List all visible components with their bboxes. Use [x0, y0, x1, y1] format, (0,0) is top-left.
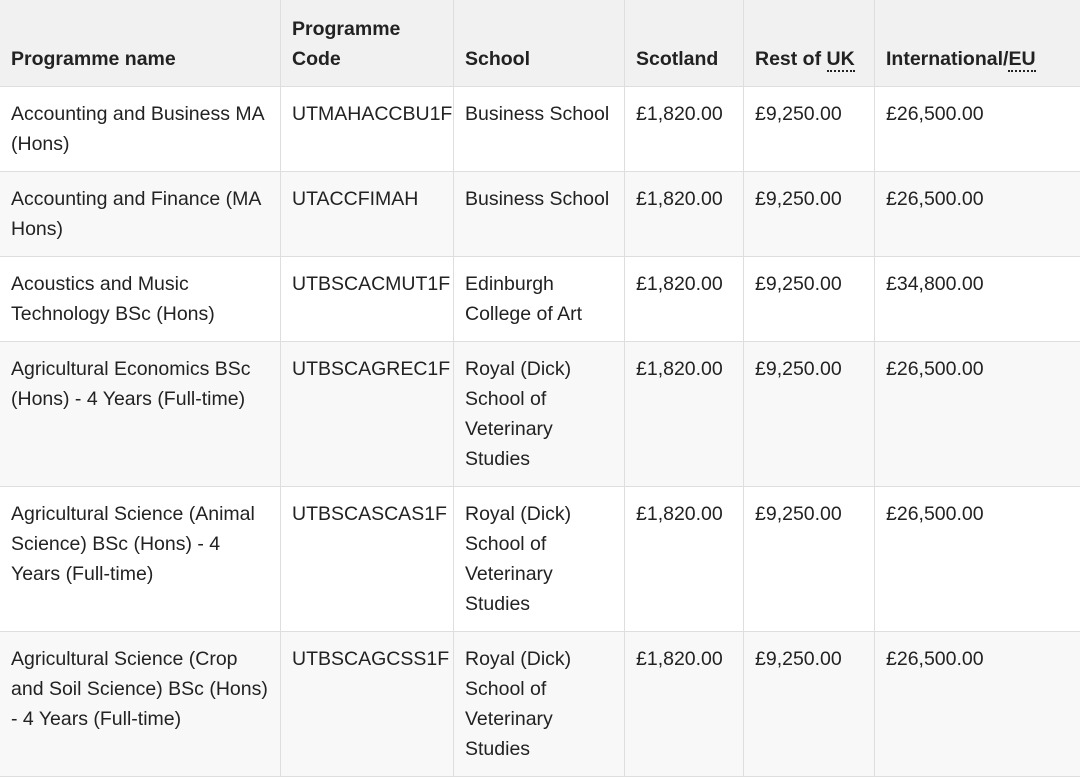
- cell-fee-rest-of-uk: £9,250.00: [744, 342, 875, 487]
- cell-fee-international: £34,800.00: [875, 257, 1080, 342]
- header-scotland: Scotland: [625, 0, 744, 87]
- cell-programme-name: Accounting and Business MA (Hons): [0, 87, 281, 172]
- cell-school: Royal (Dick) School of Veterinary Studies: [454, 632, 625, 777]
- uk-abbreviation[interactable]: UK: [827, 48, 855, 72]
- cell-programme-name: Accounting and Finance (MA Hons): [0, 172, 281, 257]
- cell-school: Business School: [454, 172, 625, 257]
- table-header: [0, 0, 1080, 87]
- cell-fee-scotland: £1,820.00: [625, 87, 744, 172]
- cell-fee-rest-of-uk: £9,250.00: [744, 172, 875, 257]
- cell-school: Edinburgh College of Art: [454, 257, 625, 342]
- cell-programme-code: UTACCFIMAH: [281, 172, 454, 257]
- cell-fee-scotland: £1,820.00: [625, 257, 744, 342]
- header-international-eu: [875, 0, 1080, 87]
- table-body: [0, 87, 1080, 777]
- table-row: [0, 172, 1080, 257]
- cell-fee-rest-of-uk: £9,250.00: [744, 487, 875, 632]
- header-programme-name: Programme name: [0, 0, 281, 87]
- cell-fee-international: £26,500.00: [875, 87, 1080, 172]
- cell-fee-international: £26,500.00: [875, 342, 1080, 487]
- cell-programme-code: UTBSCACMUT1F: [281, 257, 454, 342]
- cell-school: Business School: [454, 87, 625, 172]
- table-row: [0, 632, 1080, 777]
- cell-fee-international: £26,500.00: [875, 172, 1080, 257]
- table-row: [0, 257, 1080, 342]
- cell-programme-code: UTBSCAGCSS1F: [281, 632, 454, 777]
- table-row: [0, 342, 1080, 487]
- cell-school: Royal (Dick) School of Veterinary Studies: [454, 487, 625, 632]
- header-international-prefix: International/: [886, 48, 1008, 70]
- eu-abbreviation[interactable]: EU: [1008, 48, 1035, 72]
- cell-fee-rest-of-uk: £9,250.00: [744, 257, 875, 342]
- header-rest-of-uk-prefix: Rest of: [755, 48, 827, 70]
- cell-programme-code: UTBSCAGREC1F: [281, 342, 454, 487]
- cell-fee-rest-of-uk: £9,250.00: [744, 87, 875, 172]
- cell-programme-name: Acoustics and Music Technology BSc (Hons): [0, 257, 281, 342]
- table-row: [0, 487, 1080, 632]
- header-rest-of-uk: [744, 0, 875, 87]
- cell-programme-code: UTBSCASCAS1F: [281, 487, 454, 632]
- header-school: School: [454, 0, 625, 87]
- cell-programme-name: Agricultural Science (Crop and Soil Science) BSc (Hons) - 4 Years (Full-time): [0, 632, 281, 777]
- cell-fee-scotland: £1,820.00: [625, 487, 744, 632]
- cell-fee-rest-of-uk: £9,250.00: [744, 632, 875, 777]
- header-programme-code: Programme Code: [281, 0, 454, 87]
- cell-fee-scotland: £1,820.00: [625, 632, 744, 777]
- cell-fee-scotland: £1,820.00: [625, 342, 744, 487]
- cell-fee-international: £26,500.00: [875, 487, 1080, 632]
- table-row: [0, 87, 1080, 172]
- cell-school: Royal (Dick) School of Veterinary Studies: [454, 342, 625, 487]
- cell-fee-international: £26,500.00: [875, 632, 1080, 777]
- cell-programme-name: Agricultural Science (Animal Science) BSc (Hons) - 4 Years (Full-time): [0, 487, 281, 632]
- cell-programme-code: UTMAHACCBU1F: [281, 87, 454, 172]
- cell-programme-name: Agricultural Economics BSc (Hons) - 4 Years (Full-time): [0, 342, 281, 487]
- cell-fee-scotland: £1,820.00: [625, 172, 744, 257]
- header-row: [0, 0, 1080, 87]
